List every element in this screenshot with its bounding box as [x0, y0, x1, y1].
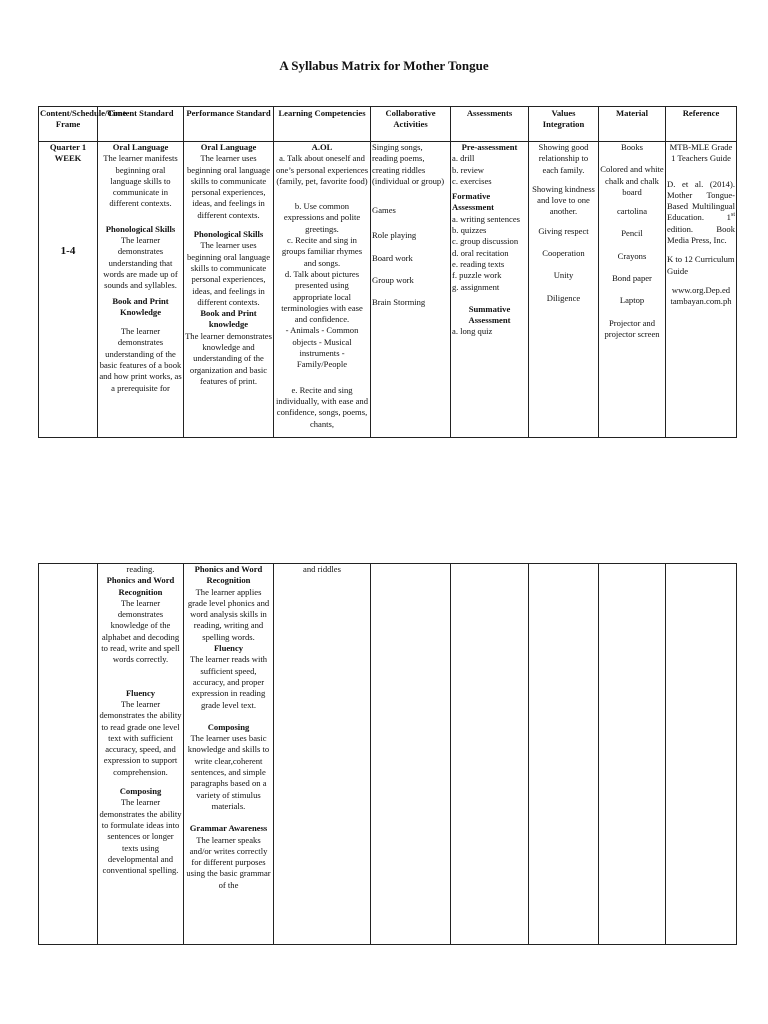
syllabus-matrix-table-part-1: [38, 106, 737, 438]
header-material: Material: [599, 107, 666, 142]
ps-fluency-heading: Fluency: [213, 643, 244, 654]
lc-item-animals: - Animals - Common objects - Musical instruments - Family/People: [285, 325, 359, 370]
activity-role-playing: Role playing: [372, 230, 417, 241]
reference-cell: [666, 142, 737, 438]
value-kindness: Showing kindness and love to one another.: [532, 183, 595, 217]
formative-g: g. assignment: [452, 281, 500, 292]
cs-book-text: The learner demonstrates understanding of the basic features of a book and how print works, as a prerequisite for: [99, 326, 182, 393]
summative-a: a. long quiz: [452, 326, 493, 337]
schedule-cell-continued: [39, 564, 98, 945]
header-values-integration: Values Integration: [529, 107, 599, 142]
material-crayons: Crayons: [617, 250, 647, 261]
material-cell: [599, 142, 666, 438]
reference-mtb-mle: D. et al. (2014). Mother Tongue-Based Multilingual Education. 1st edition. Book Media Press, Inc.: [667, 178, 735, 246]
activity-brain-storming: Brain Storming: [372, 297, 426, 308]
material-laptop: Laptop: [619, 295, 645, 306]
pre-assessment-a: a. drill: [452, 153, 475, 164]
assessments-cell: [451, 142, 529, 438]
cs-phonological-heading: Phonological Skills: [105, 223, 176, 234]
assessments-cell-continued: [451, 564, 529, 945]
activity-singing: Singing songs, reading poems, creating riddles (individual or group): [372, 142, 445, 186]
header-assessments: Assessments: [451, 107, 529, 142]
lc-item-e: e. Recite and sing individually, with ease and confidence, songs, poems, chants,: [275, 384, 369, 429]
cs-composing-text: The learner demonstrates the ability to formulate ideas into sentences or longer texts using developmental and conventional spelling.: [99, 797, 182, 876]
values-integration-cell-continued: [529, 564, 599, 945]
cs-reading-continued: reading.: [126, 564, 155, 574]
material-bond-paper: Bond paper: [612, 273, 652, 284]
pre-assessment-heading: Pre-assessment: [461, 142, 518, 152]
learning-competencies-cell-continued: [274, 564, 371, 945]
ps-phonological-heading: Phonological Skills: [193, 229, 264, 240]
material-chalk: Colored and white chalk and chalk board: [600, 164, 664, 197]
ps-fluency-text: The learner reads with sufficient speed, accuracy, and proper expression in reading grade level text.: [189, 654, 268, 710]
week-row: [39, 142, 737, 438]
performance-standard-cell: [184, 142, 274, 438]
lc-riddles-continued: and riddles: [303, 564, 341, 574]
header-performance-standard: Performance Standard: [184, 107, 274, 142]
ps-book-heading: Book and Print knowledge: [200, 308, 257, 330]
material-cartolina: cartolina: [616, 206, 648, 217]
formative-f: f. puzzle work: [452, 270, 502, 281]
pre-assessment-b: b. review: [452, 164, 484, 175]
ps-book-text: The learner demonstrates knowledge and understanding of the organization and basic features of print.: [185, 330, 272, 386]
reference-teachers-guide: MTB-MLE Grade 1 Teachers Guide: [669, 142, 733, 164]
ps-composing-text: The learner uses basic knowledge and skills to write clear,coherent sentences, and simple paragraphs based on a variety of stimulus materials.: [187, 733, 270, 811]
cs-phonics-heading: Phonics and Word Recognition: [106, 575, 175, 597]
cs-fluency-text: The learner demonstrates the ability to read grade one level text with sufficient accuracy, speed, and expression to support comprehension.: [99, 698, 182, 777]
collaborative-activities-cell-continued: [371, 564, 451, 945]
performance-standard-cell-continued: [184, 564, 274, 945]
ps-composing-heading: Composing: [207, 721, 250, 732]
cs-phonics-text: The learner demonstrates knowledge of the alphabet and decoding to read, write and spell words correctly.: [101, 597, 180, 665]
ps-phonics-heading: Phonics and Word Recognition: [194, 564, 263, 586]
material-cell-continued: [599, 564, 666, 945]
cs-fluency-heading: Fluency: [125, 687, 156, 698]
reference-curriculum-guide: K to 12 Curriculum Guide: [667, 254, 735, 276]
value-unity: Unity: [553, 270, 574, 281]
formative-assessment-heading: Formative Assessment: [452, 191, 495, 213]
quarter-label: Quarter 1: [49, 142, 87, 152]
header-row: [39, 107, 737, 142]
activity-board-work: Board work: [372, 252, 413, 263]
document-title: A Syllabus Matrix for Mother Tongue: [279, 58, 489, 73]
syllabus-matrix-table-part-2: [38, 563, 737, 945]
value-relationship: Showing good relationship to each family.: [538, 142, 589, 175]
ps-oral-text: The learner uses beginning oral language skills to communicate personal experiences, ideas, and feelings in different contexts.: [186, 153, 271, 220]
activity-games: Games: [372, 205, 396, 216]
formative-e: e. reading texts: [452, 258, 505, 269]
value-diligence: Diligence: [546, 292, 581, 303]
ps-phonics-text: The learner applies grade level phonics and word analysis skills in reading, writing and spelling words.: [187, 586, 270, 642]
cs-oral-heading: Oral Language: [112, 142, 169, 152]
ps-grammar-text: The learner speaks and/or writes correctly for different purposes using the basic grammar of the: [186, 834, 271, 890]
continued-row: [39, 564, 737, 945]
lc-item-b: b. Use common expressions and polite greetings.: [283, 201, 361, 234]
schedule-cell: [39, 142, 98, 438]
value-respect: Giving respect: [538, 225, 589, 236]
cs-phonological-text: The learner demonstrates understanding that words are made up of sounds and syllables.: [103, 235, 178, 291]
ps-oral-heading: Oral Language: [200, 142, 257, 152]
week-range: 1-4: [60, 244, 76, 257]
activity-group-work: Group work: [372, 275, 414, 286]
values-integration-cell: [529, 142, 599, 438]
material-pencil: Pencil: [621, 228, 643, 239]
header-learning-competencies: Learning Competencies: [274, 107, 371, 142]
reference-website: www.org.Dep.ed tambayan.com.ph: [670, 284, 732, 307]
cs-composing-heading: Composing: [119, 786, 162, 797]
collaborative-activities-cell: [371, 142, 451, 438]
ps-grammar-heading: Grammar Awareness: [189, 823, 268, 834]
week-label: WEEK: [54, 153, 82, 164]
header-content-schedule: Content/Schedule/Time Frame: [39, 107, 98, 142]
formative-a: a. writing sentences: [452, 213, 521, 224]
lc-item-a: a. Talk about oneself and one’s personal experiences (family, pet, favorite food): [275, 153, 369, 186]
lc-item-d: d. Talk about pictures presented using appropriate local terminologies with ease and confidence.: [281, 268, 363, 325]
learning-competencies-cell: [274, 142, 371, 438]
formative-b: b. quizzes: [452, 225, 487, 236]
cs-oral-text: The learner manifests beginning oral language skills to communicate in different contexts.: [103, 153, 178, 209]
formative-d: d. oral recitation: [452, 247, 509, 258]
cs-book-heading: Book and Print Knowledge: [112, 295, 169, 317]
reference-cell-continued: [666, 564, 737, 945]
header-reference: Reference: [666, 107, 737, 142]
header-content-standard: Content Standard: [98, 107, 184, 142]
pre-assessment-c: c. exercises: [452, 175, 492, 186]
material-books: Books: [621, 142, 643, 152]
content-standard-cell-continued: [98, 564, 184, 945]
lc-item-c: c. Recite and sing in groups familiar rhymes and songs.: [281, 235, 363, 268]
ps-phonological-text: The learner uses beginning oral language skills to communicate personal experiences, ideas, and feelings in different contexts.: [186, 240, 271, 307]
value-cooperation: Cooperation: [542, 248, 585, 259]
formative-c: c. group discussion: [452, 236, 519, 247]
lc-aol-heading: A.OL: [311, 142, 333, 152]
header-collaborative-activities: Collaborative Activities: [371, 107, 451, 142]
material-projector: Projector and projector screen: [604, 317, 660, 339]
summative-assessment-heading: Summative Assessment: [468, 303, 511, 326]
content-standard-cell: [98, 142, 184, 438]
